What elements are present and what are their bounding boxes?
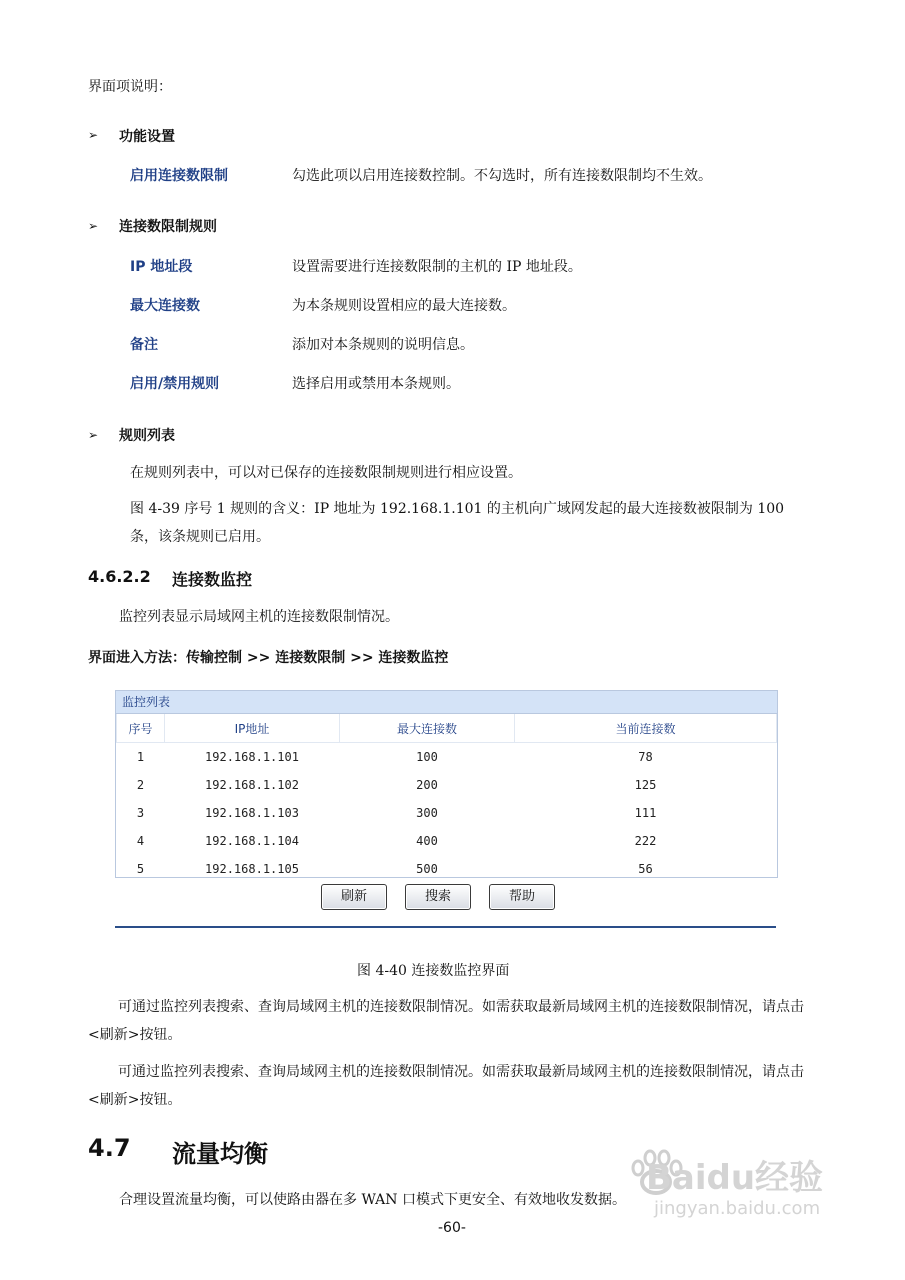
cell-index: 4	[136, 834, 145, 848]
col-header-index: 序号	[117, 714, 165, 743]
cell-ip: 192.168.1.103	[205, 806, 299, 820]
paragraph-b: 可通过监控列表搜索、查询局域网主机的连接数限制情况。如需获取最新局域网主机的连接数限制情况，请点击<刷新>按钮。	[88, 1064, 804, 1108]
watermark-url: jingyan.baidu.com	[654, 1198, 821, 1219]
cell-max: 100	[416, 750, 438, 764]
watermark-brand: Baidu经验	[646, 1158, 824, 1198]
nav-path: 界面进入方法：传输控制 >> 连接数限制 >> 连接数监控	[88, 650, 449, 666]
cell-max: 200	[416, 778, 438, 792]
figure-caption: 图 4-40 连接数监控界面	[357, 963, 510, 979]
section-number: 4.6.2.2	[88, 567, 151, 586]
rule-list-desc: 在规则列表中，可以对已保存的连接数限制规则进行相应设置。	[130, 465, 522, 481]
table-row	[117, 743, 777, 772]
cell-max: 300	[416, 806, 438, 820]
col-header-ip: IP地址	[165, 714, 340, 743]
search-button[interactable]: 搜索	[405, 884, 471, 910]
cell-current: 78	[638, 750, 653, 764]
rule-list-example: 图 4-39 序号 1 规则的含义：IP 地址为 192.168.1.101 的主机向广域网发起的最大连接数被限制为 100 条，该条规则已启用。	[130, 501, 785, 545]
cell-current: 125	[634, 778, 657, 792]
cell-index: 5	[136, 862, 145, 876]
table-header-row	[117, 714, 777, 743]
monitor-list-panel	[115, 690, 778, 878]
bullet-marker: ➢	[88, 428, 99, 442]
def-desc-ip-range: 设置需要进行连接数限制的主机的 IP 地址段。	[292, 259, 582, 275]
section-desc: 监控列表显示局域网主机的连接数限制情况。	[119, 609, 399, 625]
chapter-desc: 合理设置流量均衡，可以使路由器在多 WAN 口模式下更安全、有效地收发数据。	[119, 1192, 626, 1208]
cell-index: 2	[136, 778, 145, 792]
cell-max: 400	[416, 834, 438, 848]
bullet-rule-list: 规则列表	[119, 428, 175, 444]
paragraph-a: 可通过监控列表搜索、查询局域网主机的连接数限制情况。如需获取最新局域网主机的连接数限制情况，请点击<刷新>按钮。	[88, 999, 804, 1043]
cell-index: 1	[136, 750, 145, 764]
def-term-note: 备注	[130, 337, 158, 353]
cell-max: 500	[416, 862, 438, 876]
table-row	[117, 827, 777, 855]
col-header-current: 当前连接数	[515, 714, 777, 743]
chapter-title: 流量均衡	[172, 1140, 268, 1168]
chapter-number: 4.7	[88, 1134, 131, 1162]
def-term-enable-disable: 启用/禁用规则	[130, 376, 220, 392]
bullet-limit-rules: 连接数限制规则	[119, 219, 217, 235]
cell-ip: 192.168.1.105	[205, 862, 299, 876]
page-number: -60-	[438, 1220, 466, 1236]
cell-ip: 192.168.1.102	[205, 778, 299, 792]
cell-current: 111	[634, 806, 657, 820]
cell-current: 56	[638, 862, 653, 876]
panel-divider	[115, 926, 776, 928]
def-term-max-conn: 最大连接数	[130, 298, 200, 314]
def-term-enable-limit: 启用连接数限制	[130, 168, 228, 184]
table-row	[117, 855, 777, 883]
monitor-table	[116, 714, 777, 883]
cell-ip: 192.168.1.101	[205, 750, 299, 764]
monitor-list-title: 监控列表	[116, 691, 777, 714]
def-desc-enable-disable: 选择启用或禁用本条规则。	[292, 376, 460, 392]
table-row	[117, 771, 777, 799]
cell-current: 222	[634, 834, 657, 848]
bullet-function-settings: 功能设置	[119, 129, 175, 145]
cell-index: 3	[136, 806, 145, 820]
def-desc-max-conn: 为本条规则设置相应的最大连接数。	[292, 298, 516, 314]
bullet-marker: ➢	[88, 219, 99, 233]
def-term-ip-range: IP 地址段	[130, 259, 193, 275]
table-row	[117, 799, 777, 827]
def-desc-enable-limit: 勾选此项以启用连接数控制。不勾选时，所有连接数限制均不生效。	[292, 168, 712, 184]
bullet-marker: ➢	[88, 128, 99, 142]
intro-label: 界面项说明：	[88, 79, 172, 95]
section-title: 连接数监控	[172, 570, 253, 589]
refresh-button[interactable]: 刷新	[321, 884, 387, 910]
help-button[interactable]: 帮助	[489, 884, 555, 910]
def-desc-note: 添加对本条规则的说明信息。	[292, 337, 474, 353]
col-header-max: 最大连接数	[340, 714, 515, 743]
cell-ip: 192.168.1.104	[205, 834, 299, 848]
